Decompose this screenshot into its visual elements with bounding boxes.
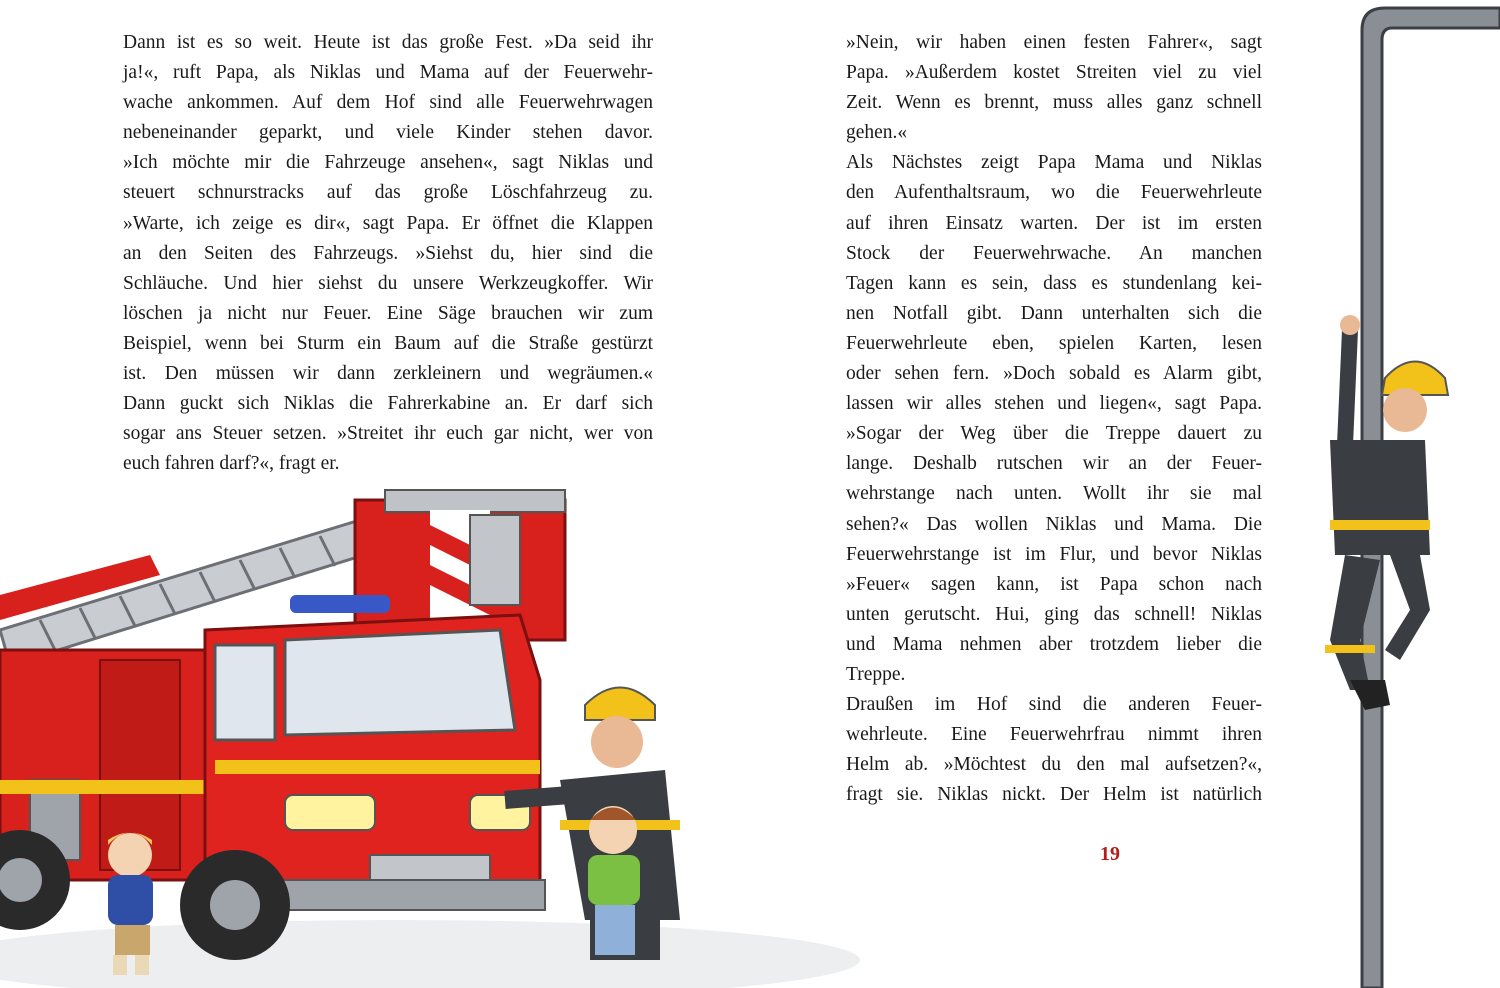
- text-line: »Ich möchte mir die Fahrzeuge ansehen«, sagt Niklas und: [123, 152, 653, 174]
- page-number: 19: [1100, 843, 1120, 865]
- text-line: sehen?« Das wollen Niklas und Mama. Die: [846, 513, 1262, 535]
- text-line: Schläuche. Und hier siehst du unsere Werkzeugkoffer. Wir: [123, 272, 653, 294]
- child-green-shirt: [588, 806, 640, 955]
- text-line: den Aufenthaltsraum, wo die Feuerwehrleute: [846, 182, 1262, 204]
- text-line: Helm ab. »Möchtest du den mal aufsetzen?«,: [846, 754, 1262, 776]
- text-line: Beispiel, wenn bei Sturm ein Baum auf die Straße gestürzt: [123, 332, 653, 354]
- fire-truck-illustration: [0, 480, 860, 988]
- text-line: Stock der Feuerwehrwache. An manchen: [846, 242, 1262, 264]
- text-line: nebeneinander geparkt, und viele Kinder stehen davor.: [123, 122, 653, 144]
- text-line: ist. Den müssen wir dann zerkleinern und wegräumen.«: [123, 363, 653, 385]
- firefighter-sliding: [1325, 315, 1448, 710]
- text-line: lassen wir alles stehen und liegen«, sagt Papa.: [846, 393, 1262, 415]
- right-page-text: [846, 28, 1262, 810]
- text-line: Tagen kann es sein, dass es stundenlang kei-: [846, 272, 1262, 294]
- text-line: wehrleute. Eine Feuerwehrfrau nimmt ihren: [846, 724, 1262, 746]
- text-line: fragt sie. Niklas nickt. Der Helm ist natürlich: [846, 784, 1262, 806]
- text-line: euch fahren darf?«, fragt er.: [123, 453, 340, 475]
- text-line: Dann guckt sich Niklas die Fahrerkabine an. Er darf sich: [123, 393, 653, 415]
- text-line: nen Notfall gibt. Dann unterhalten sich die: [846, 302, 1262, 324]
- text-line: Zeit. Wenn es brennt, muss alles ganz schnell: [846, 92, 1262, 114]
- firefighter-on-pole-illustration: [1290, 0, 1500, 988]
- text-line: steuert schnurstracks auf das große Löschfahrzeug zu.: [123, 182, 653, 204]
- text-line: wehrstange nach unten. Wollt ihr sie mal: [846, 483, 1262, 505]
- text-line: Papa. »Außerdem kostet Streiten viel zu viel: [846, 62, 1262, 84]
- text-line: »Nein, wir haben einen festen Fahrer«, sagt: [846, 32, 1262, 53]
- text-line: Treppe.: [846, 663, 906, 685]
- text-line: und Mama nehmen aber trotzdem lieber die: [846, 633, 1262, 655]
- text-line: Draußen im Hof sind die anderen Feuer-: [846, 694, 1262, 716]
- text-line: »Warte, ich zeige es dir«, sagt Papa. Er öffnet die Klappen: [123, 212, 653, 234]
- text-line: »Sogar der Weg über die Treppe dauert zu: [846, 423, 1262, 445]
- text-line: unten gerutscht. Hui, ging das schnell! Niklas: [846, 603, 1262, 625]
- text-line: sogar ans Steuer setzen. »Streitet ihr euch gar nicht, wer von: [123, 423, 653, 445]
- text-line: auf ihren Einsatz warten. Der ist im ersten: [846, 212, 1262, 234]
- text-line: gehen.«: [846, 122, 908, 144]
- left-page-text: [123, 28, 653, 479]
- text-line: Als Nächstes zeigt Papa Mama und Niklas: [846, 152, 1262, 174]
- text-line: löschen ja nicht nur Feuer. Eine Säge brauchen wir zum: [123, 302, 653, 324]
- text-line: lange. Deshalb rutschen wir an der Feuer-: [846, 453, 1262, 475]
- text-line: »Feuer« sagen kann, ist Papa schon nach: [846, 573, 1262, 595]
- text-line: ja!«, ruft Papa, als Niklas und Mama auf der Feuerwehr-: [123, 62, 653, 84]
- text-line: an den Seiten des Fahrzeugs. »Siehst du, hier sind die: [123, 242, 653, 264]
- text-line: Dann ist es so weit. Heute ist das große Fest. »Da seid ihr: [123, 32, 653, 53]
- text-line: oder sehen fern. »Doch sobald es Alarm gibt,: [846, 363, 1262, 385]
- text-line: Feuerwehrleute eben, spielen Karten, lesen: [846, 332, 1262, 354]
- text-line: wache ankommen. Auf dem Hof sind alle Feuerwehrwagen: [123, 92, 653, 114]
- text-line: Feuerwehrstange ist im Flur, und bevor Niklas: [846, 543, 1262, 565]
